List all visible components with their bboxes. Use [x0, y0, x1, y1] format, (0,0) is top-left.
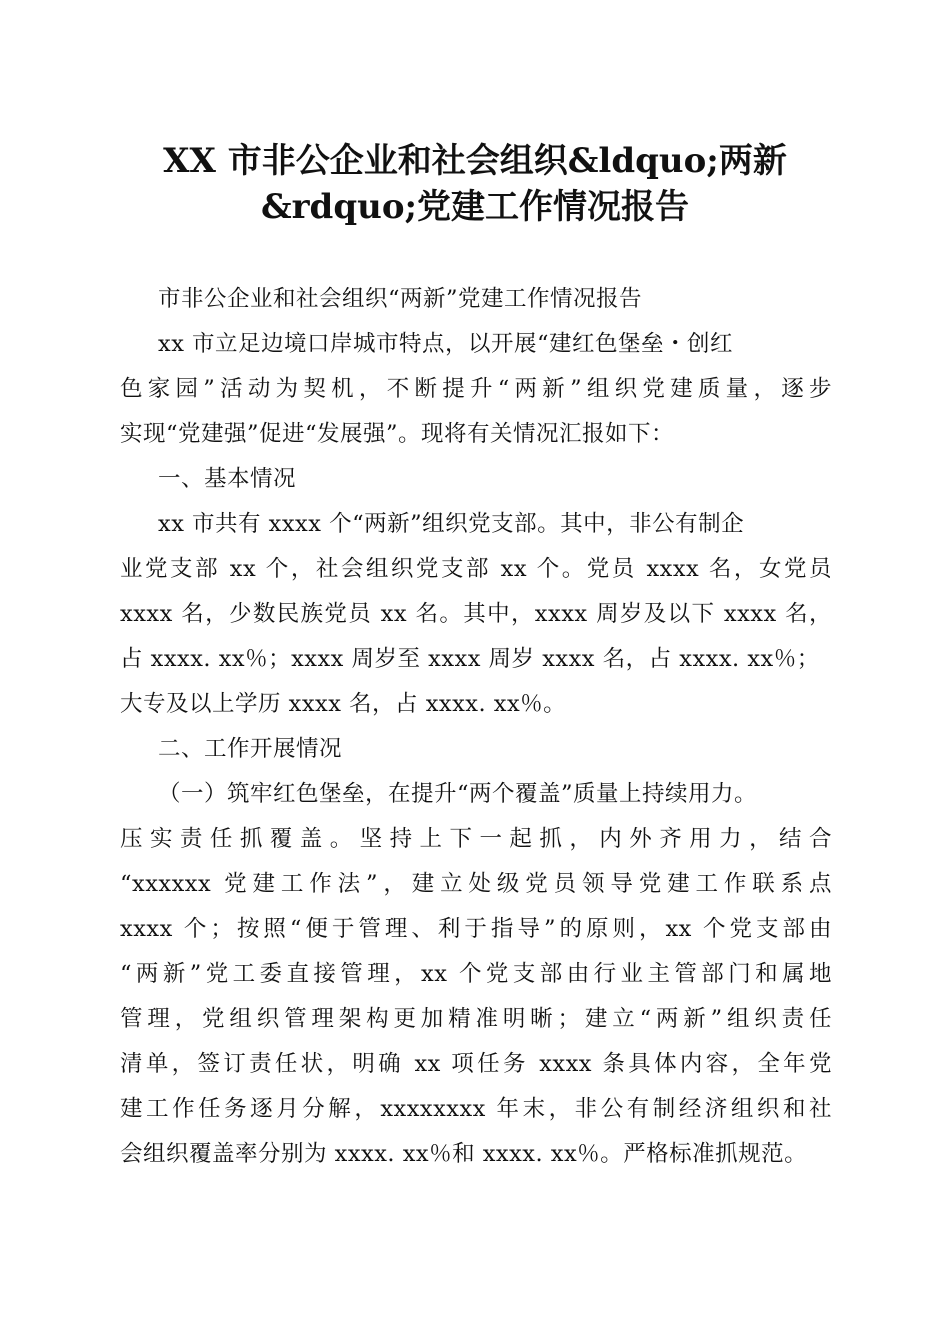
- intro-line: 实现“党建强”促进“发展强”。现将有关情况汇报如下：: [120, 421, 675, 447]
- document-title-line-2: &rdquo;党建工作情况报告: [260, 187, 690, 227]
- section2-line: “两新”党工委直接管理，xx 个党支部由行业主管部门和属地: [120, 961, 832, 987]
- section1-line: xx 市共有 xxxx 个“两新”组织党支部。其中，非公有制企: [158, 511, 745, 537]
- section1-line: xxxx 名，少数民族党员 xx 名。其中，xxxx 周岁及以下 xxxx 名，: [120, 601, 832, 627]
- section1-line: 大专及以上学历 xxxx 名，占 xxxx. xx％。: [120, 691, 567, 717]
- section-heading-basic: 一、基本情况: [158, 466, 297, 492]
- section1-line: 占 xxxx. xx％；xxxx 周岁至 xxxx 周岁 xxxx 名，占 xxxx. xx％；: [120, 646, 820, 672]
- section2-line: （一）筑牢红色堡垒，在提升“两个覆盖”质量上持续用力。: [158, 781, 758, 807]
- section2-line: 会组织覆盖率分别为 xxxx. xx％和 xxxx. xx％。严格标准抓规范。: [120, 1141, 808, 1167]
- section2-line: 压实责任抓覆盖。坚持上下一起抓，内外齐用力，结合: [120, 826, 832, 852]
- section2-line: 建工作任务逐月分解，xxxxxxxx 年末，非公有制经济组织和社: [120, 1096, 832, 1122]
- document-subtitle: 市非公企业和社会组织“两新”党建工作情况报告: [158, 286, 643, 312]
- section2-line: 管理，党组织管理架构更加精准明晰；建立“两新”组织责任: [120, 1006, 832, 1032]
- intro-line: 色家园”活动为契机，不断提升“两新”组织党建质量，逐步: [120, 376, 832, 402]
- section2-line: “xxxxxx 党建工作法”，建立处级党员领导党建工作联系点: [120, 871, 832, 897]
- section1-line: 业党支部 xx 个，社会组织党支部 xx 个。党员 xxxx 名，女党员: [120, 556, 832, 582]
- section-heading-work: 二、工作开展情况: [158, 736, 343, 762]
- intro-line: xx 市立足边境口岸城市特点，以开展“建红色堡垒・创红: [158, 331, 734, 357]
- section2-line: 清单，签订责任状，明确 xx 项任务 xxxx 条具体内容，全年党: [120, 1051, 832, 1077]
- document-title-line-1: XX 市非公企业和社会组织&ldquo;两新: [163, 141, 787, 181]
- section2-line: xxxx 个；按照“便于管理、利于指导”的原则，xx 个党支部由: [120, 916, 832, 942]
